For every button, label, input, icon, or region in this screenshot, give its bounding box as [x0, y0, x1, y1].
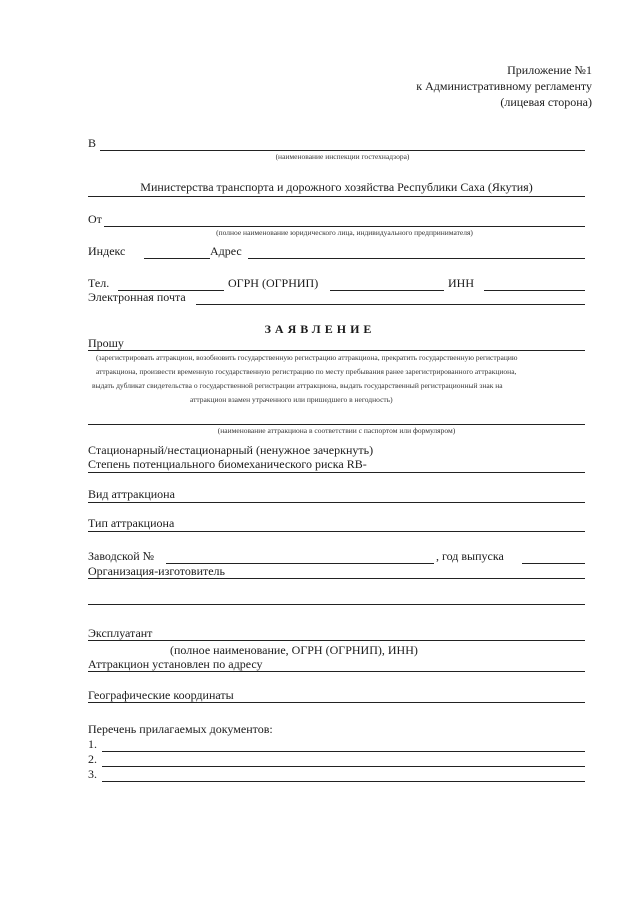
ministry-line	[88, 196, 585, 197]
operator-label: Эксплуатант	[88, 626, 153, 640]
address-label: Адрес	[210, 244, 242, 258]
recipient-prefix: В	[88, 136, 97, 150]
ogrn-field[interactable]	[330, 290, 444, 291]
document-title: ЗАЯВЛЕНИЕ	[264, 322, 376, 336]
sender-hint: (полное наименование юридического лица, индивидуального предпринимателя)	[216, 228, 473, 237]
attraction-name-line[interactable]	[88, 424, 585, 425]
recipient-line[interactable]	[100, 150, 585, 151]
recipient-hint: (наименование инспекции гостехнадзора)	[275, 152, 410, 161]
type-field[interactable]	[88, 531, 585, 532]
request-line[interactable]	[88, 350, 585, 351]
documents-label: Перечень прилагаемых документов:	[88, 722, 273, 736]
email-label: Электронная почта	[88, 290, 186, 304]
header-side: (лицевая сторона)	[500, 95, 592, 109]
year-label: , год выпуска	[436, 549, 504, 563]
document-item-3-field[interactable]	[102, 781, 585, 782]
header-appendix: Приложение №1	[507, 63, 592, 77]
document-item-3-number: 3.	[88, 767, 97, 781]
document-item-1-field[interactable]	[102, 751, 585, 752]
address-field[interactable]	[248, 258, 585, 259]
document-item-1-number: 1.	[88, 737, 97, 751]
document-item-2-number: 2.	[88, 752, 97, 766]
operator-field[interactable]	[88, 640, 585, 641]
request-options-2: аттракциона, произвести временную государственную регистрацию по месту пребывания ранее зарегистрированного аттракциона,	[96, 367, 517, 376]
risk-field[interactable]	[88, 472, 585, 473]
manufacturer-field-2[interactable]	[88, 604, 585, 605]
coords-field[interactable]	[88, 702, 585, 703]
kind-field[interactable]	[88, 502, 585, 503]
kind-label: Вид аттракциона	[88, 487, 175, 501]
index-label: Индекс	[88, 244, 126, 258]
sender-line[interactable]	[104, 226, 585, 227]
phone-label: Тел.	[88, 276, 110, 290]
index-field[interactable]	[144, 258, 210, 259]
request-options-4: аттракцион взамен утраченного или пришедшего в негодность)	[190, 395, 393, 404]
header-regulation: к Административному регламенту	[416, 79, 592, 93]
operator-hint: (полное наименование, ОГРН (ОГРНИП), ИНН)	[170, 643, 418, 657]
installed-label: Аттракцион установлен по адресу	[88, 657, 263, 671]
email-field[interactable]	[196, 304, 585, 305]
inn-field[interactable]	[484, 290, 585, 291]
ministry-name: Министерства транспорта и дорожного хозяйства Республики Саха (Якутия)	[140, 180, 533, 194]
installed-field[interactable]	[88, 671, 585, 672]
attraction-name-hint: (наименование аттракциона в соответствии с паспортом или формуляром)	[217, 426, 456, 435]
coords-label: Географические координаты	[88, 688, 234, 702]
request-label: Прошу	[88, 336, 124, 350]
manufacturer-label: Организация-изготовитель	[88, 564, 226, 578]
year-field[interactable]	[522, 563, 585, 564]
type-label: Тип аттракциона	[88, 516, 175, 530]
request-options-1: (зарегистрировать аттракцион, возобновить государственную регистрацию аттракциона, прекратить государственную регистрацию	[96, 353, 518, 362]
request-options-3: выдать дубликат свидетельства о государственной регистрации аттракциона, выдать государственный регистрационный знак на	[92, 381, 503, 390]
document-item-2-field[interactable]	[102, 766, 585, 767]
sender-prefix: От	[88, 212, 102, 226]
inn-label: ИНН	[448, 276, 474, 290]
stationary-label: Стационарный/нестационарный (ненужное зачеркнуть)	[88, 443, 374, 457]
risk-label: Степень потенциального биомеханического риска RB-	[88, 457, 367, 471]
serial-label: Заводской №	[88, 549, 155, 563]
ogrn-label: ОГРН (ОГРНИП)	[228, 276, 319, 290]
manufacturer-field[interactable]	[88, 578, 585, 579]
